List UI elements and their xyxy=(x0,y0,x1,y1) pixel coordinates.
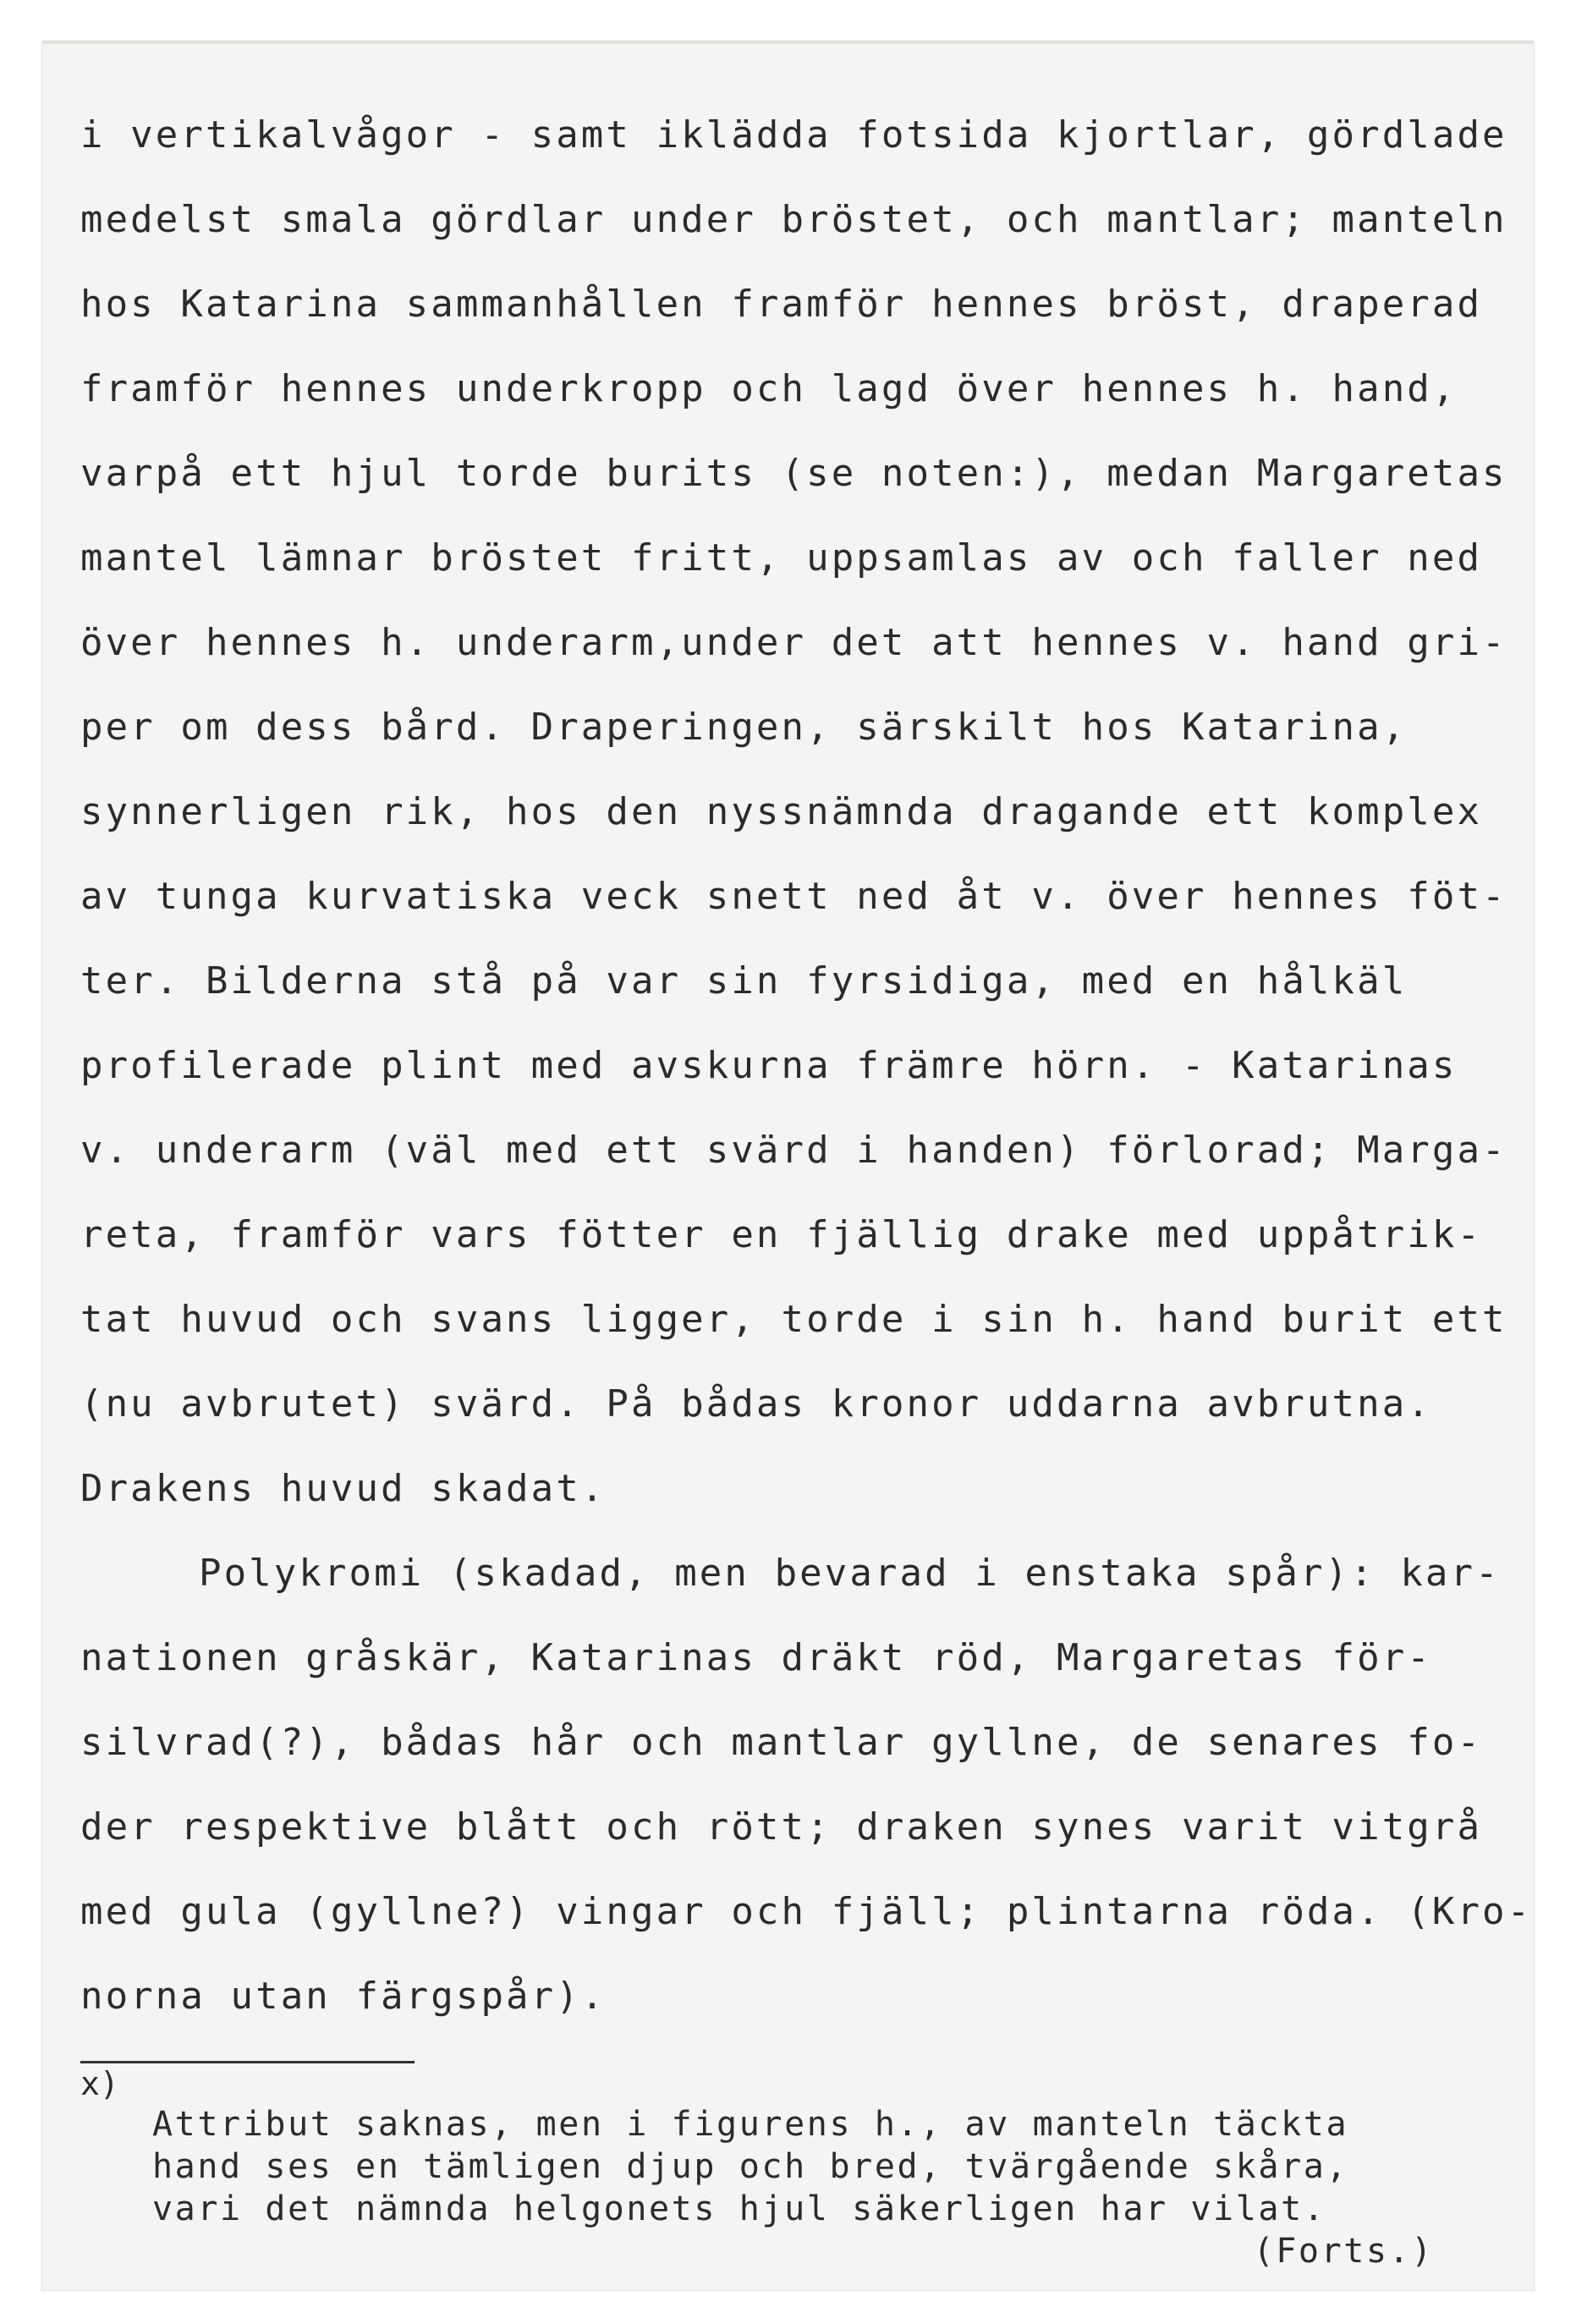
text-line: synnerligen rik, hos den nyssnämnda dragande ett komplex xyxy=(80,790,1483,833)
text-line: reta, framför vars fötter en fjällig drake med uppåtrik- xyxy=(80,1213,1483,1256)
text-line: mantel lämnar bröstet fritt, uppsamlas av och faller ned xyxy=(80,536,1483,580)
text-line: hos Katarina sammanhållen framför hennes bröst, draperad xyxy=(80,283,1483,326)
text-line: silvrad(?), bådas hår och mantlar gyllne, de senares fo- xyxy=(80,1721,1483,1764)
text-line: per om dess bård. Draperingen, särskilt hos Katarina, xyxy=(80,706,1408,749)
text-line: norna utan färgspår). xyxy=(80,1975,607,2018)
footnote-line: hand ses en tämligen djup och bred, tvärgående skåra, xyxy=(152,2147,1349,2186)
text-line: i vertikalvågor - samt iklädda fotsida kjortlar, gördlade xyxy=(80,113,1507,157)
text-line: varpå ett hjul torde burits (se noten:), medan Margaretas xyxy=(80,452,1507,495)
main-text-block xyxy=(80,100,1535,2046)
footnote-line: vari det nämnda helgonets hjul säkerligen har vilat. xyxy=(152,2189,1326,2228)
text-line: der respektive blått och rött; draken synes varit vitgrå xyxy=(80,1805,1483,1849)
text-line: ter. Bilderna stå på var sin fyrsidiga, med en hålkäl xyxy=(80,959,1408,1003)
continuation-note: (Forts.) xyxy=(1253,2232,1434,2271)
paragraph-start-line: Polykromi (skadad, men bevarad i enstaka spår): kar- xyxy=(199,1552,1501,1595)
text-line: nationen gråskär, Katarinas dräkt röd, Margaretas för- xyxy=(80,1636,1432,1679)
text-line: v. underarm (väl med ett svärd i handen) förlorad; Marga- xyxy=(80,1129,1507,1172)
footnote-separator xyxy=(80,2061,415,2063)
text-line: av tunga kurvatiska veck snett ned åt v. över hennes föt- xyxy=(80,875,1507,918)
text-line: medelst smala gördlar under bröstet, och mantlar; manteln xyxy=(80,198,1507,241)
text-line: med gula (gyllne?) vingar och fjäll; plintarna röda. (Kro- xyxy=(80,1890,1533,1933)
text-line: profilerade plint med avskurna främre hörn. - Katarinas xyxy=(80,1044,1458,1087)
text-line: Drakens huvud skadat. xyxy=(80,1467,607,1510)
text-line: över hennes h. underarm,under det att hennes v. hand gri- xyxy=(80,621,1507,664)
footnote-block xyxy=(152,2103,1531,2272)
text-line: tat huvud och svans ligger, torde i sin h. hand burit ett xyxy=(80,1298,1507,1341)
footnote-marker: x) xyxy=(80,2065,119,2102)
footnote-line: Attribut saknas, men i figurens h., av manteln täckta xyxy=(152,2105,1349,2144)
text-line: framför hennes underkropp och lagd över hennes h. hand, xyxy=(80,367,1458,410)
text-line: (nu avbrutet) svärd. På bådas kronor uddarna avbrutna. xyxy=(80,1382,1432,1426)
